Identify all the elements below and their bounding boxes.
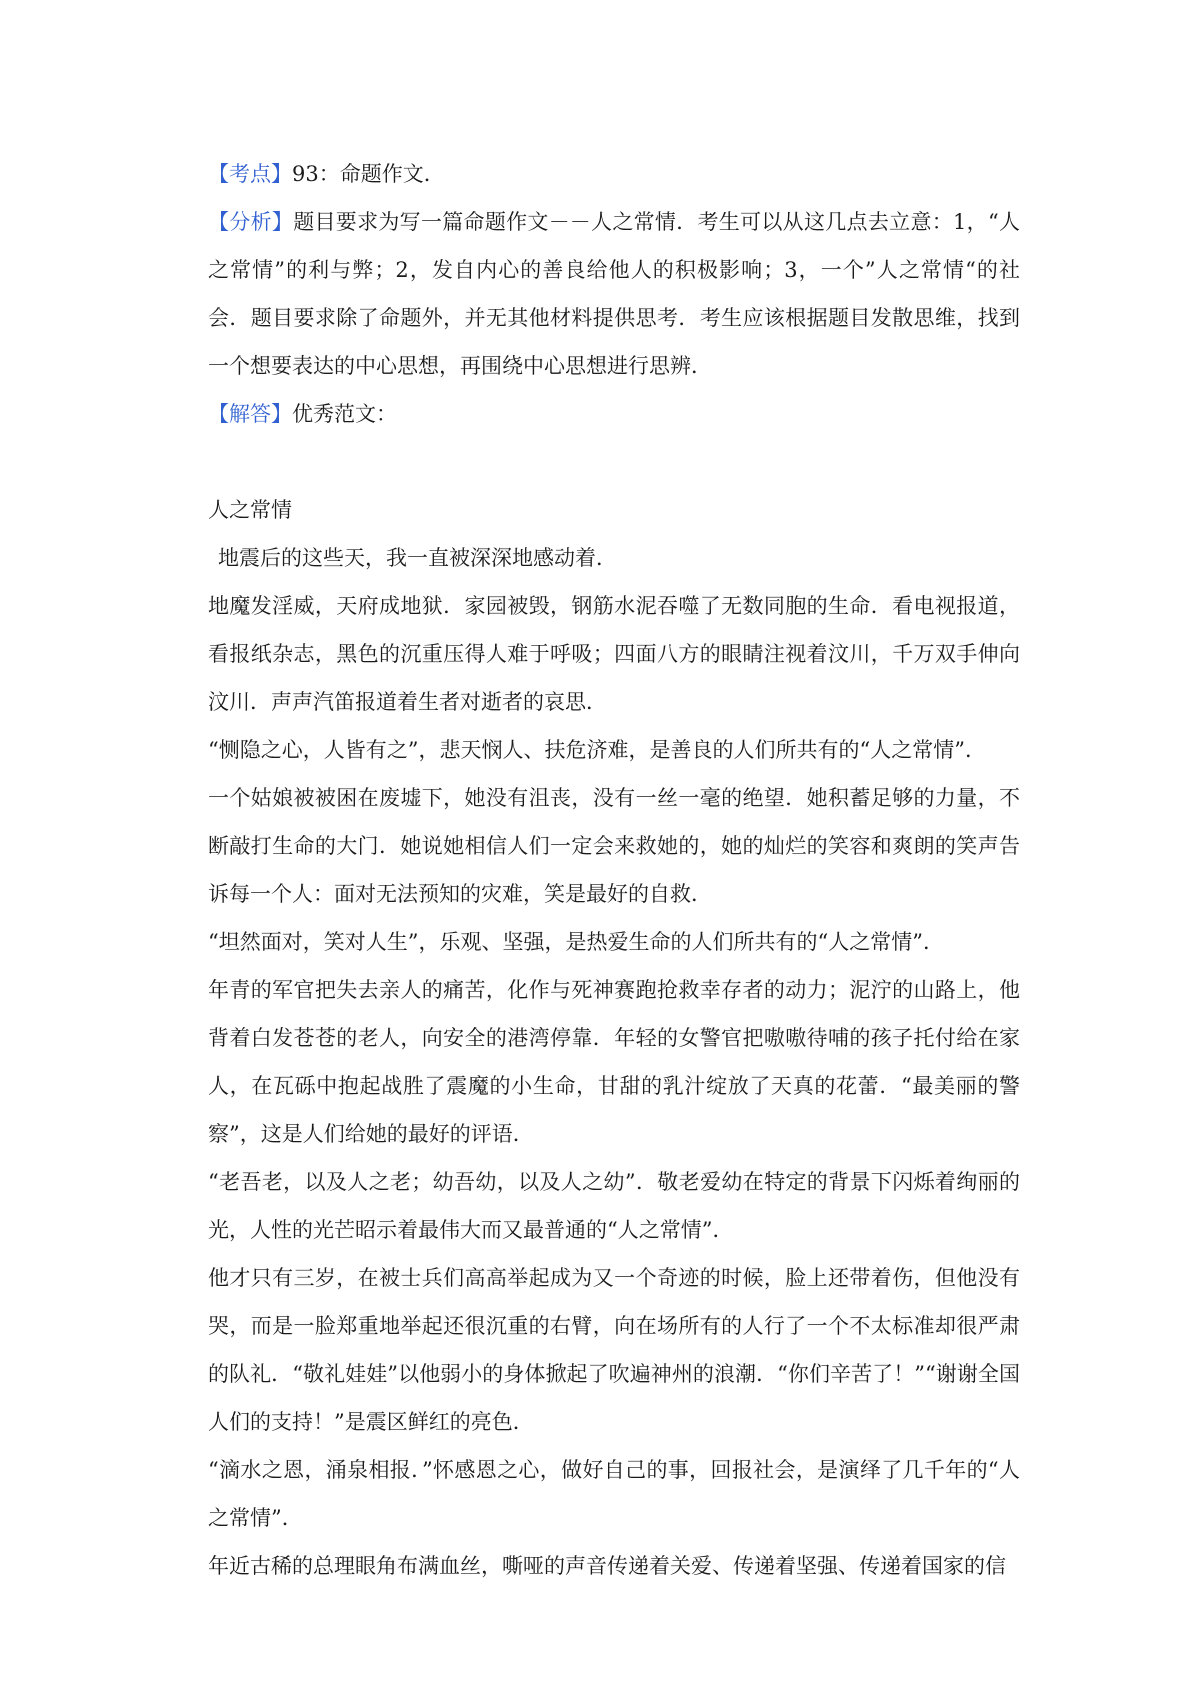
- essay-paragraph: 一个姑娘被被困在废墟下，她没有沮丧，没有一丝一毫的绝望．她积蓄足够的力量，不断敲打生命的大门．她说她相信人们一定会来救她的，她的灿烂的笑容和爽朗的笑声告诉每一个人：面对无法预知的灾难，笑是最好的自救．: [208, 786, 1020, 906]
- essay-paragraph: “滴水之恩，涌泉相报．”怀感恩之心，做好自己的事，回报社会，是演绎了几千年的“人之常情”．: [208, 1458, 1020, 1530]
- essay-paragraph: 年青的军官把失去亲人的痛苦，化作与死神赛跑抢救幸存者的动力；泥泞的山路上，他背着白发苍苍的老人，向安全的港湾停靠．年轻的女警官把嗷嗷待哺的孩子托付给在家人，在瓦砾中抱起战胜了震魔的小生命，甘甜的乳汁绽放了天真的花蕾．“最美丽的警察”，这是人们给她的最好的评语．: [208, 978, 1020, 1146]
- document-content: [208, 150, 1020, 1590]
- essay-paragraph: 他才只有三岁，在被士兵们高高举起成为又一个奇迹的时候，脸上还带着伤，但他没有哭，而是一脸郑重地举起还很沉重的右臂，向在场所有的人行了一个不太标准却很严肃的队礼．“敬礼娃娃”以他弱小的身体掀起了吹遍神州的浪潮．“你们辛苦了！”“谢谢全国人们的支持！”是震区鲜红的亮色．: [208, 1266, 1020, 1434]
- essay-paragraph: “恻隐之心，人皆有之”，悲天悯人、扶危济难，是善良的人们所共有的“人之常情”．: [208, 738, 986, 762]
- fenxi-paragraph: [208, 198, 1020, 390]
- essay-paragraph: “老吾老，以及人之老；幼吾幼，以及人之幼”．敬老爱幼在特定的背景下闪烁着绚丽的光，人性的光芒昭示着最伟大而又最普通的“人之常情”．: [208, 1170, 1020, 1242]
- jieda-text: 优秀范文：: [292, 402, 397, 426]
- fenxi-text: 题目要求为写一篇命题作文－－人之常情．考生可以从这几点去立意：1，“人之常情”的利与弊；2，发自内心的善良给他人的积极影响；3，一个”人之常情“的社会．题目要求除了命题外，并无其他材料提供思考．考生应该根据题目发散思维，找到一个想要表达的中心思想，再围绕中心思想进行思辨．: [208, 210, 1021, 378]
- jieda-label: 【解答】: [208, 402, 292, 426]
- jieda-line: [208, 390, 1020, 438]
- kaodian-label: 【考点】: [208, 162, 292, 186]
- blank-spacer: [208, 438, 1020, 486]
- kaodian-text: 93：命题作文．: [292, 162, 445, 186]
- kaodian-line: [208, 150, 1020, 198]
- essay-paragraph: “坦然面对，笑对人生”，乐观、坚强，是热爱生命的人们所共有的“人之常情”．: [208, 930, 944, 954]
- essay-title: 人之常情: [208, 498, 292, 522]
- essay-paragraph: 地震后的这些天，我一直被深深地感动着．: [218, 546, 617, 570]
- fenxi-label: 【分析】: [208, 210, 294, 234]
- essay-paragraph: 地魔发淫威，天府成地狱．家园被毁，钢筋水泥吞噬了无数同胞的生命．看电视报道，看报纸杂志，黑色的沉重压得人难于呼吸；四面八方的眼睛注视着汶川，千万双手伸向汶川．声声汽笛报道着生者对逝者的哀思．: [208, 594, 1020, 714]
- essay-paragraph: 年近古稀的总理眼角布满血丝，嘶哑的声音传递着关爱、传递着坚强、传递着国家的信: [208, 1554, 1006, 1578]
